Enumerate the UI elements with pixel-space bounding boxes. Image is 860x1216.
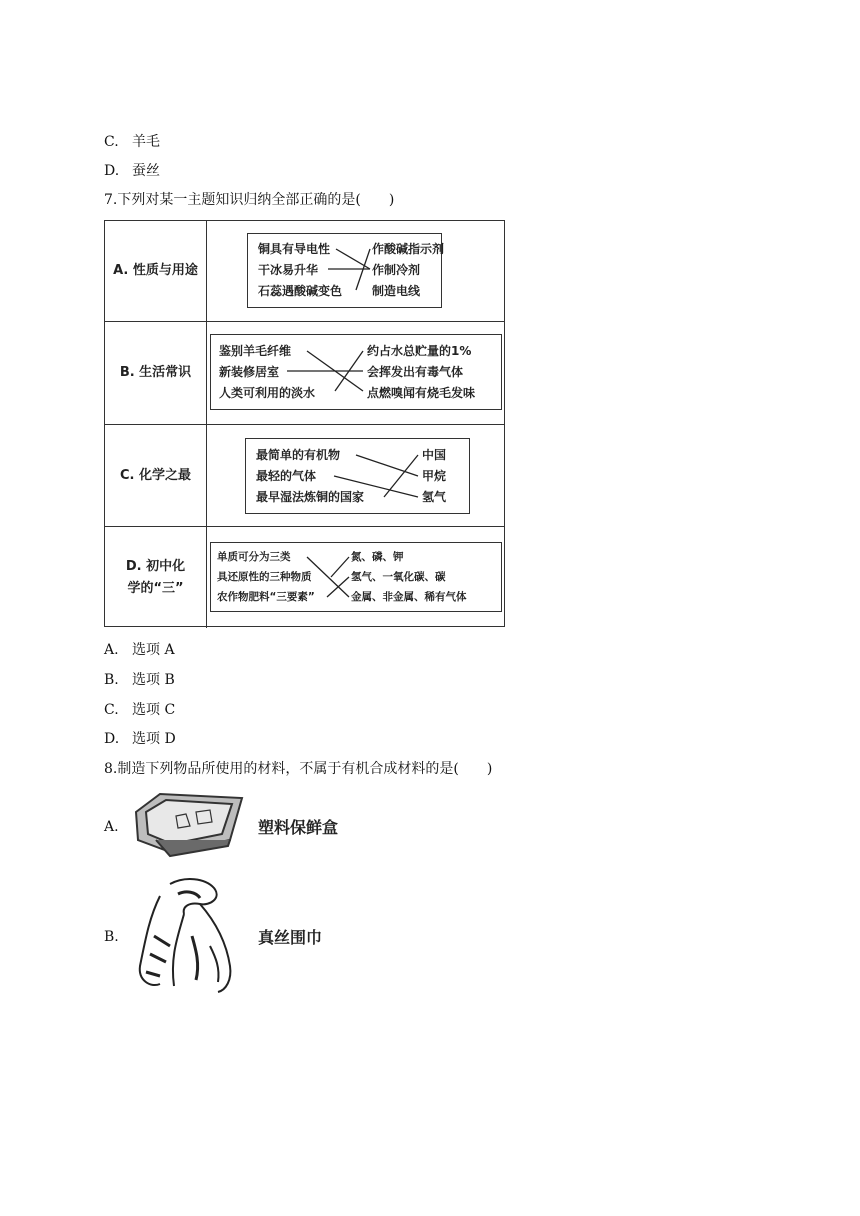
match-box: 铜具有导电性 干冰易升华 石蕊遇酸碱变色 作酸碱指示剂 作制冷剂 制造电线 <box>247 233 442 308</box>
question-7-stem: 7.下列对某一主题知识归纳全部正确的是( ) <box>104 192 395 208</box>
table-row <box>105 321 504 424</box>
row-label: C. 化学之最 <box>105 425 207 526</box>
row-label: A. 性质与用途 <box>105 221 207 321</box>
option-c[interactable]: C. 选项 C <box>104 702 176 718</box>
match-box: 最简单的有机物 最轻的气体 最早湿法炼铜的国家 中国 甲烷 氢气 <box>245 438 470 514</box>
option-a-q8[interactable]: A. <box>104 819 119 835</box>
option-a[interactable]: A. 选项 A <box>104 642 175 658</box>
silk-scarf-image <box>130 876 245 996</box>
option-c-prev: C. 羊毛 <box>104 134 160 150</box>
option-d-prev: D. 蚕丝 <box>104 163 160 179</box>
table-row <box>105 424 504 526</box>
question-8-stem: 8.制造下列物品所使用的材料，不属于有机合成材料的是( ) <box>104 761 493 777</box>
plastic-box-caption: 塑料保鲜盒 <box>258 818 339 837</box>
plastic-box-image <box>130 790 245 860</box>
silk-scarf-caption: 真丝围巾 <box>258 928 323 947</box>
match-box: 单质可分为三类 具还原性的三种物质 农作物肥料“三要素” 氮、磷、钾 氢气、一氧化碳、碳 金属、非金属、稀有气体 <box>210 542 502 612</box>
table-row <box>105 526 504 628</box>
row-label: D. 初中化 学的“三” <box>105 527 207 628</box>
option-b[interactable]: B. 选项 B <box>104 672 175 688</box>
option-b-q8[interactable]: B. <box>104 929 119 945</box>
table-row <box>105 221 504 321</box>
row-label: B. 生活常识 <box>105 322 207 424</box>
knowledge-table <box>104 220 505 627</box>
option-d[interactable]: D. 选项 D <box>104 731 176 747</box>
match-box: 鉴别羊毛纤维 新装修居室 人类可利用的淡水 约占水总贮量的1% 会挥发出有毒气体 点燃嗅闻有烧毛发味 <box>210 334 502 410</box>
